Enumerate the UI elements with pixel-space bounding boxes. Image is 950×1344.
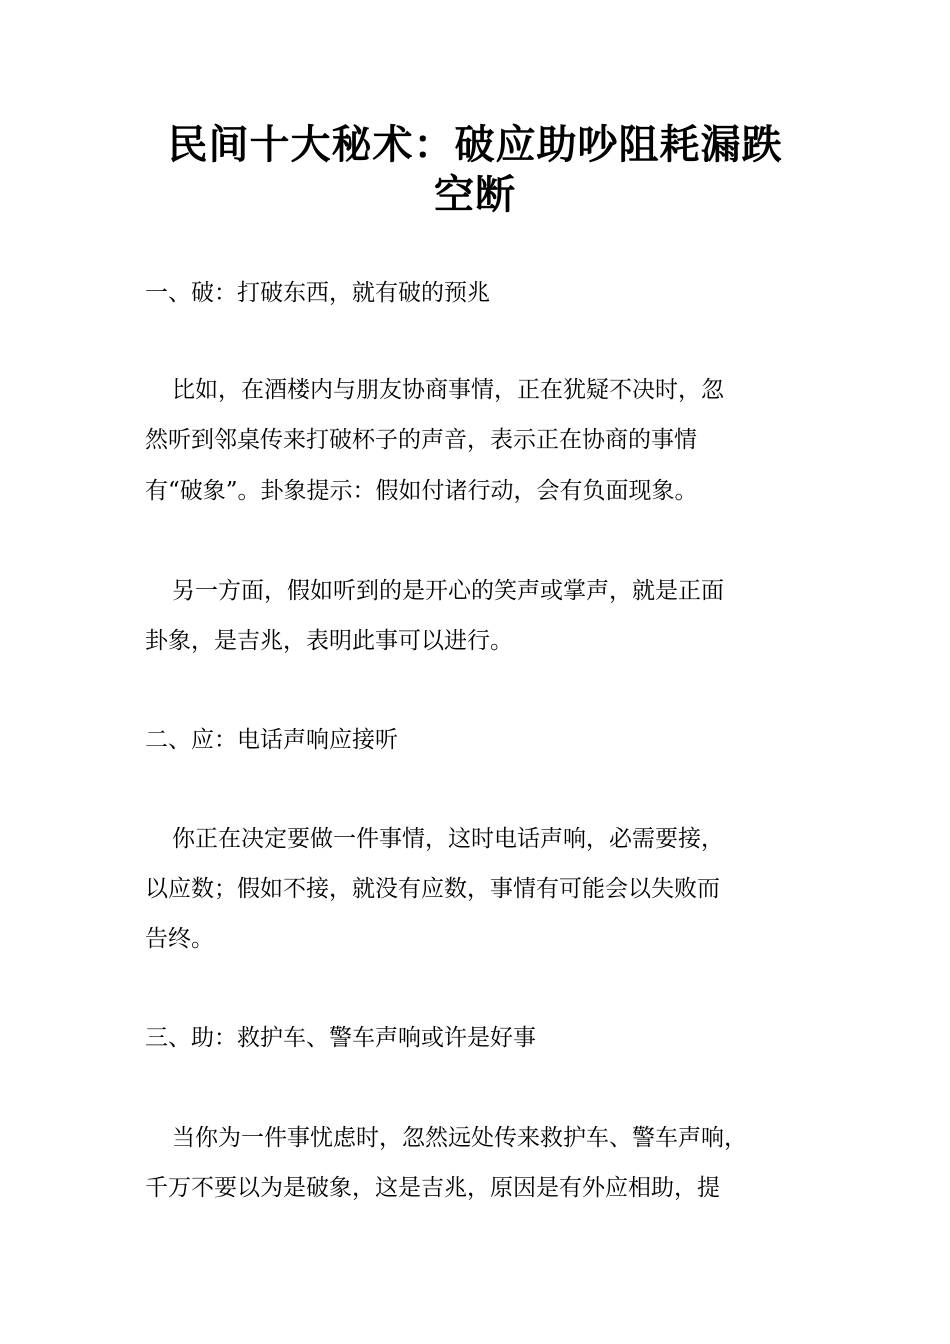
- paragraph-line: 比如，在酒楼内与朋友协商事情，正在犹疑不决时，忽: [172, 377, 724, 403]
- paragraph-line: 另一方面，假如听到的是开心的笑声或掌声，就是正面: [172, 578, 724, 604]
- paragraph-line: 卦象，是吉兆，表明此事可以进行。: [145, 628, 513, 654]
- paragraph-line: 当你为一件事忧虑时，忽然远处传来救护车、警车声响，: [172, 1125, 747, 1151]
- section-heading-ying: 二、应：电话声响应接听: [145, 727, 398, 753]
- paragraph-line: 告终。: [145, 926, 214, 952]
- paragraph-line: 你正在决定要做一件事情，这时电话声响，必需要接，: [172, 826, 724, 852]
- paragraph-line: 以应数；假如不接，就没有应数，事情有可能会以失败而: [145, 876, 720, 902]
- document-title-line-1: 民间十大秘术：破应助吵阻耗漏跌: [167, 121, 783, 168]
- section-heading-po: 一、破：打破东西，就有破的预兆: [145, 280, 490, 306]
- paragraph-line: 然听到邻桌传来打破杯子的声音，表示正在协商的事情: [145, 427, 697, 453]
- paragraph-line: 千万不要以为是破象，这是吉兆，原因是有外应相助，提: [145, 1175, 720, 1201]
- paragraph-line: 有“破象”。卦象提示：假如付诸行动，会有负面现象。: [145, 478, 698, 504]
- document-title-line-2: 空断: [434, 171, 516, 218]
- section-heading-zhu: 三、助：救护车、警车声响或许是好事: [145, 1025, 536, 1051]
